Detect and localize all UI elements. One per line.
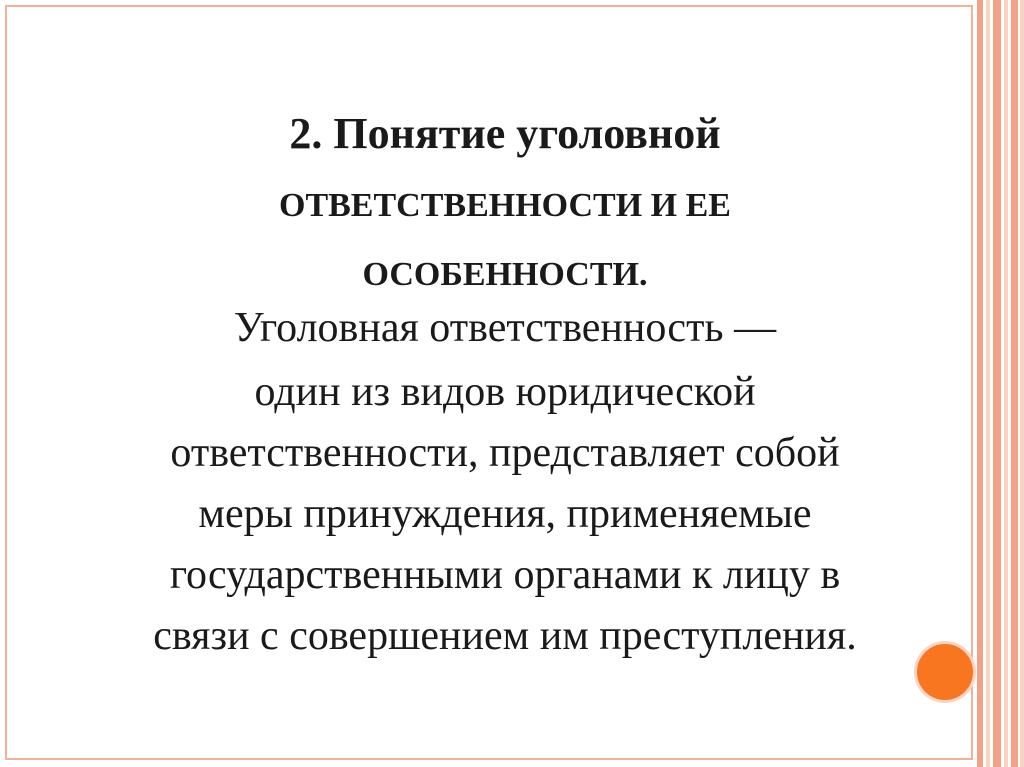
definition-text (60, 362, 950, 667)
body-line: один из видов юридической (254, 369, 756, 415)
decorative-circle (914, 641, 976, 703)
title-line: 2. Понятие уголовной (289, 109, 721, 158)
slide-body (60, 300, 950, 667)
title-line: ОТВЕТСТВЕННОСТИ И ЕЕ (279, 187, 731, 224)
stripe (977, 0, 983, 767)
stripe (1004, 0, 1008, 767)
title-line: ОСОБЕННОСТИ. (362, 256, 648, 293)
stripe (1011, 0, 1018, 767)
stripe (993, 0, 1001, 767)
body-line: ответственности, представляет собой (170, 430, 840, 476)
decorative-stripes (977, 0, 1024, 767)
body-line: меры принуждения, применяемые (198, 491, 812, 537)
stripe (1020, 0, 1024, 767)
stripe (986, 0, 990, 767)
slide-title (150, 100, 860, 309)
definition-lead: Уголовная ответственность — (233, 305, 777, 351)
body-line: государственными органами к лицу в (169, 552, 841, 598)
body-line: связи с совершением им преступления. (153, 613, 857, 659)
